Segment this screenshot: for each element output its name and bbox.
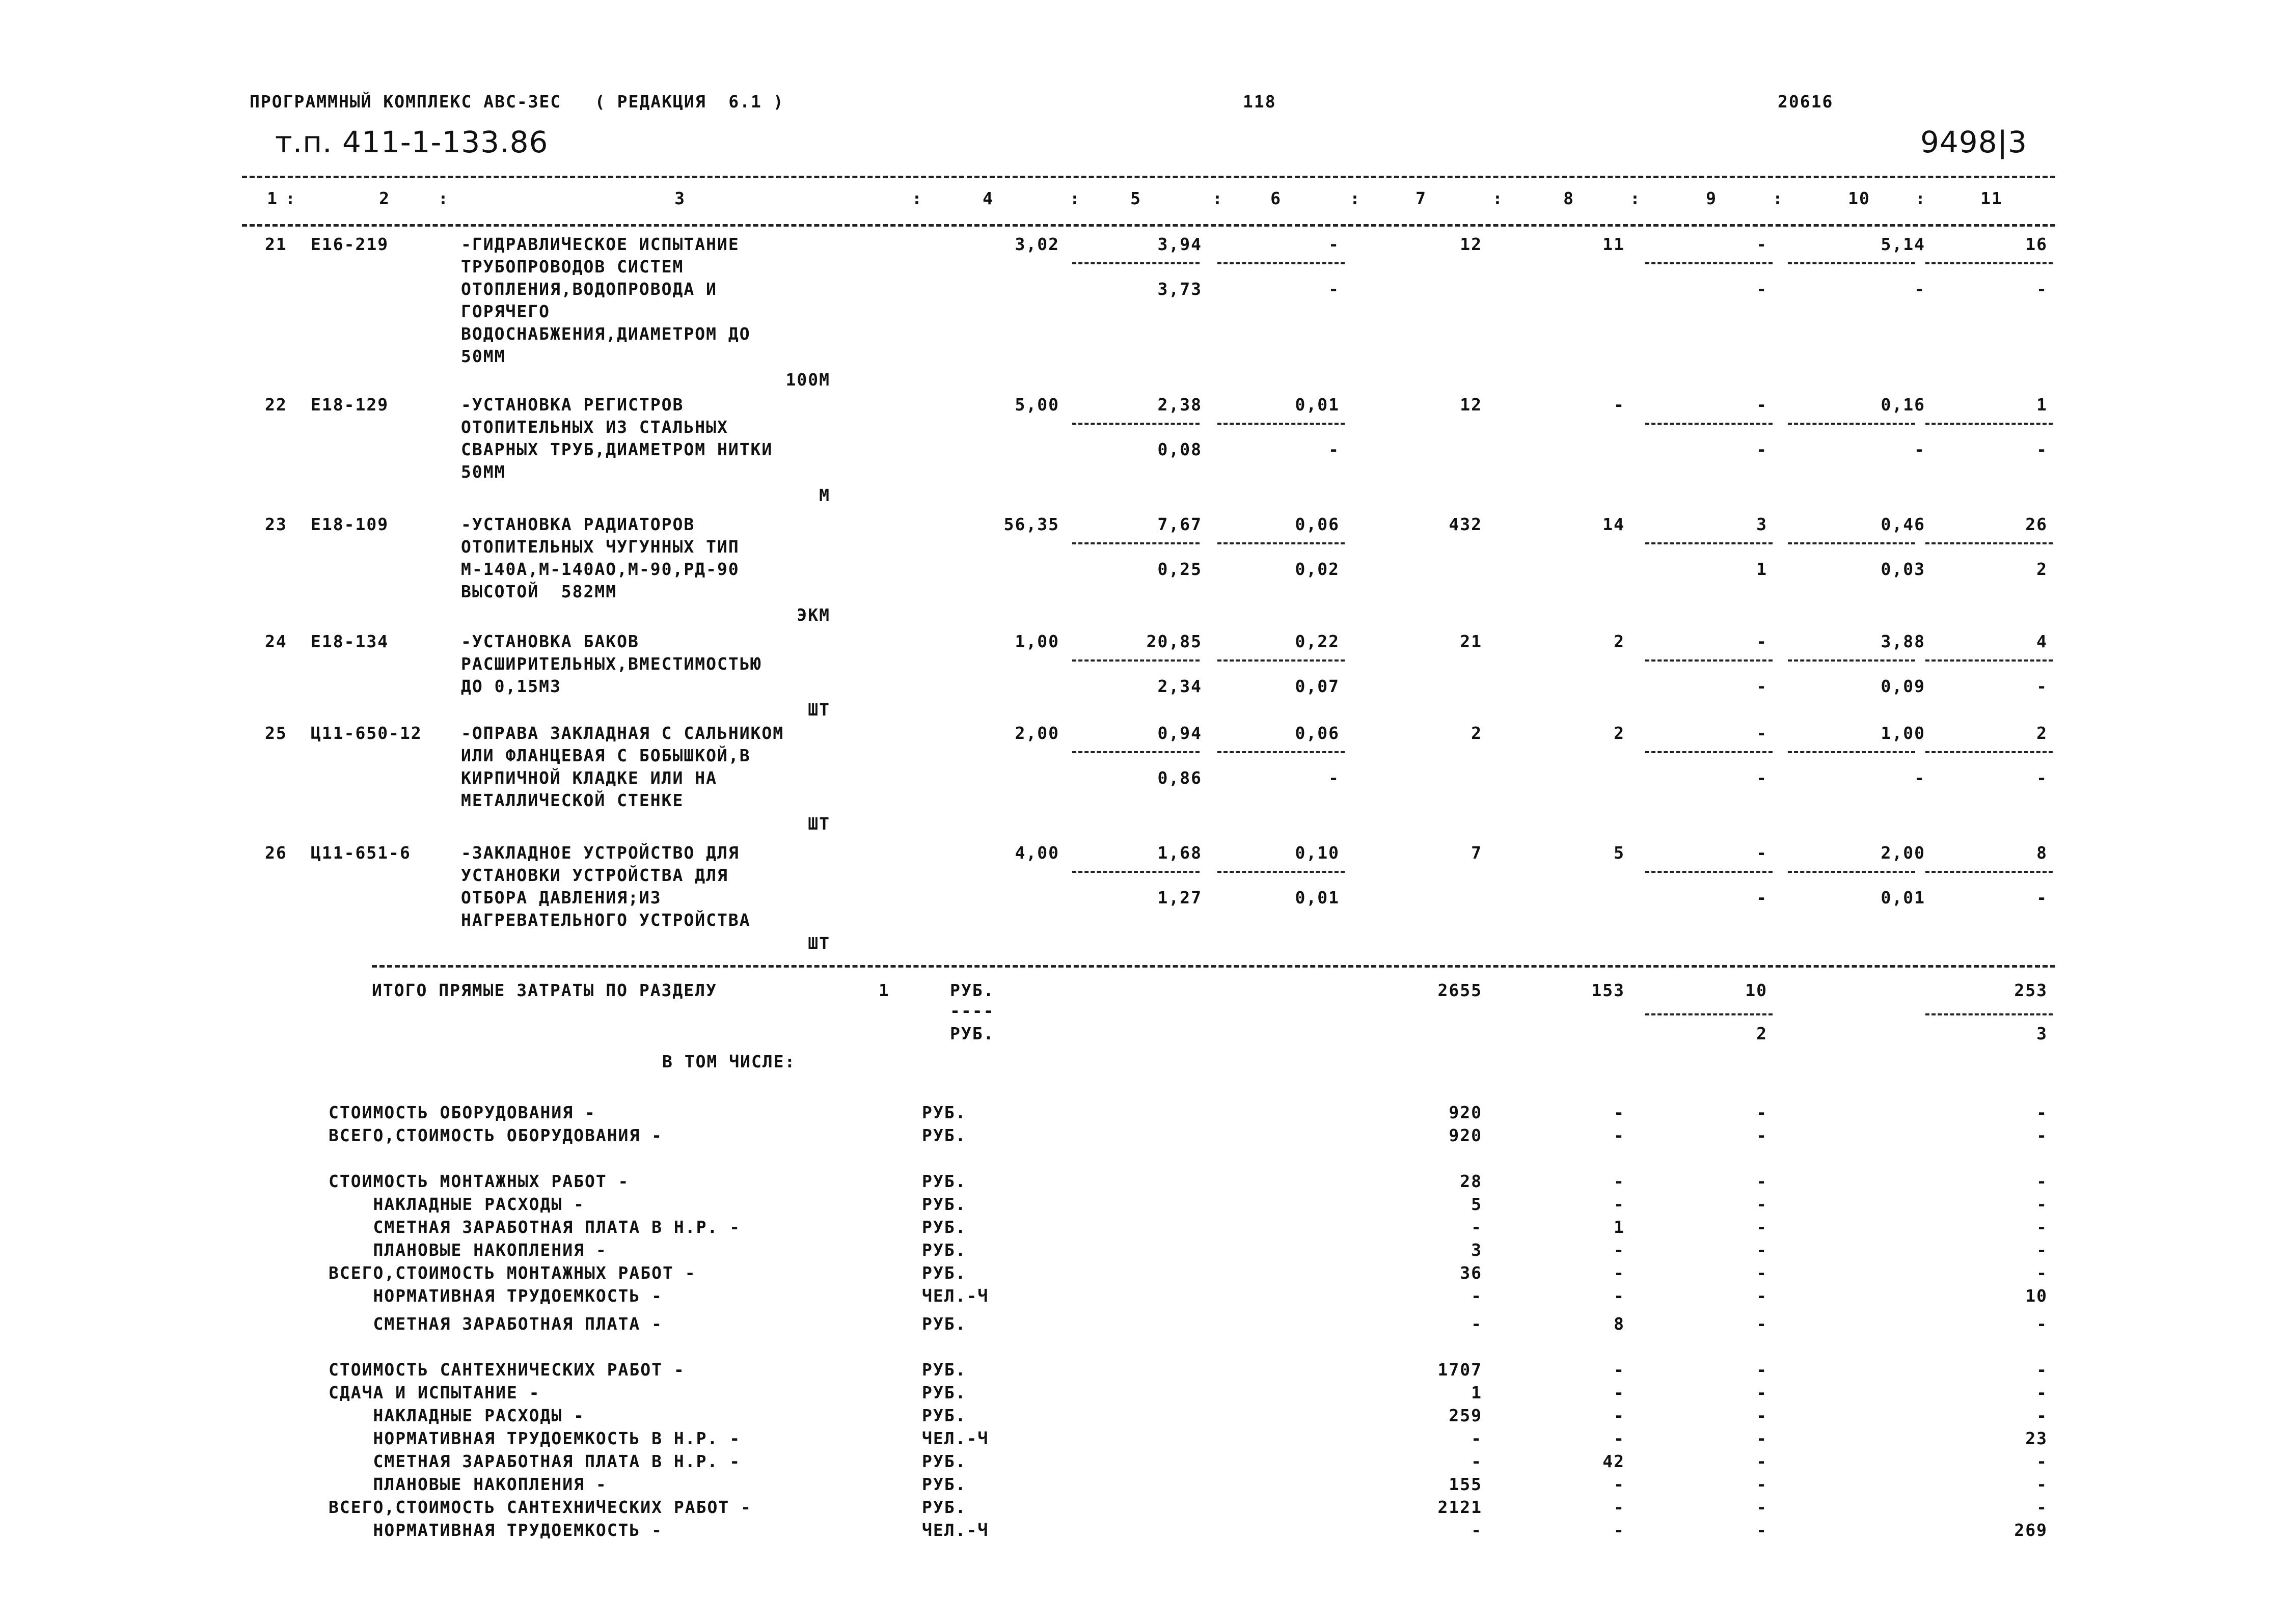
row-c5-sub: 2,34: [1157, 676, 1202, 696]
row-c7: 21: [1460, 631, 1482, 651]
summary-label: НОРМАТИВНАЯ ТРУДОЕМКОСТЬ В Н.Р. -: [329, 1428, 741, 1448]
row-c5-sub: 0,86: [1157, 768, 1202, 788]
summary-label: СДАЧА И ИСПЫТАНИЕ -: [329, 1383, 540, 1402]
summary-c9: -: [1756, 1474, 1767, 1494]
row-c9-sub: -: [1756, 279, 1767, 299]
cell-subrule: [1645, 262, 1773, 264]
cell-subrule: [1788, 659, 1915, 662]
column-header-4: 4: [983, 188, 994, 208]
totals-rule: [372, 965, 2055, 968]
summary-label: ВСЕГО,СТОИМОСТЬ МОНТАЖНЫХ РАБОТ -: [329, 1263, 696, 1283]
summary-c11: -: [2036, 1314, 2048, 1334]
row-code: Е16-219: [311, 234, 389, 254]
summary-unit: ЧЕЛ.-Ч: [922, 1286, 989, 1306]
summary-c11: -: [2036, 1240, 2048, 1260]
cell-subrule: [1788, 751, 1915, 753]
row-c4: 4,00: [1015, 843, 1059, 863]
totals-c11-rule: [1925, 1013, 2053, 1015]
cell-subrule: [1788, 871, 1915, 873]
row-c10-sub: -: [1914, 439, 1925, 459]
summary-label: СТОИМОСТЬ ОБОРУДОВАНИЯ -: [329, 1103, 596, 1122]
summary-c7: -: [1471, 1428, 1482, 1448]
row-description-line: ГОРЯЧЕГО: [461, 301, 550, 321]
row-c10-sub: 0,01: [1881, 888, 1925, 907]
row-description-line: ДО 0,15М3: [461, 676, 561, 696]
row-c11-sub: -: [2036, 279, 2048, 299]
row-description-line: МЕТАЛЛИЧЕСКОЙ СТЕНКЕ: [461, 790, 684, 810]
summary-label: НОРМАТИВНАЯ ТРУДОЕМКОСТЬ -: [329, 1286, 663, 1306]
row-c8: 2: [1614, 631, 1625, 651]
column-separator: :: [438, 188, 449, 208]
cell-subrule: [1645, 423, 1773, 425]
row-c11-sub: -: [2036, 439, 2048, 459]
summary-c7: 259: [1449, 1406, 1482, 1425]
cell-subrule: [1217, 542, 1345, 544]
summary-c7: -: [1471, 1286, 1482, 1306]
row-description-line: ВОДОСНАБЖЕНИЯ,ДИАМЕТРОМ ДО: [461, 324, 751, 344]
summary-label: СТОИМОСТЬ МОНТАЖНЫХ РАБОТ -: [329, 1171, 630, 1191]
row-description-line: -УСТАНОВКА РАДИАТОРОВ: [461, 514, 695, 534]
row-c8: 14: [1602, 514, 1625, 534]
summary-c7: -: [1471, 1451, 1482, 1471]
summary-c11: -: [2036, 1360, 2048, 1380]
summary-c9: -: [1756, 1520, 1767, 1540]
row-c10: 0,46: [1881, 514, 1925, 534]
header-bottom-rule: [242, 224, 2055, 227]
row-c10-sub: 0,09: [1881, 676, 1925, 696]
cell-subrule: [1925, 423, 2053, 425]
summary-c7: -: [1471, 1217, 1482, 1237]
row-c7: 2: [1471, 723, 1482, 743]
row-c6-sub: -: [1328, 279, 1340, 299]
cell-subrule: [1072, 423, 1200, 425]
totals-c7: 2655: [1437, 980, 1482, 1000]
summary-c7: 1: [1471, 1383, 1482, 1402]
row-c6-sub: -: [1328, 439, 1340, 459]
totals-sub-unit: ----: [950, 1001, 995, 1021]
summary-c8: -: [1614, 1406, 1625, 1425]
row-code: Е18-134: [311, 631, 389, 651]
row-description-line: НАГРЕВАТЕЛЬНОГО УСТРОЙСТВА: [461, 910, 751, 930]
summary-unit: РУБ.: [922, 1474, 967, 1494]
row-unit: ШТ: [808, 933, 830, 953]
row-c6-sub: -: [1328, 768, 1340, 788]
cell-subrule: [1925, 659, 2053, 662]
row-c8: 5: [1614, 843, 1625, 863]
row-c9: -: [1756, 234, 1767, 254]
row-c7: 432: [1449, 514, 1482, 534]
summary-c11: -: [2036, 1217, 2048, 1237]
row-unit: ШТ: [808, 814, 830, 834]
summary-c9: -: [1756, 1406, 1767, 1425]
row-c9-sub: -: [1756, 888, 1767, 907]
row-description-line: -ГИДРАВЛИЧЕСКОЕ ИСПЫТАНИЕ: [461, 234, 740, 254]
row-c9: -: [1756, 395, 1767, 415]
summary-c9: -: [1756, 1286, 1767, 1306]
column-header-3: 3: [674, 188, 686, 208]
summary-c8: 8: [1614, 1314, 1625, 1334]
row-c7: 12: [1460, 234, 1482, 254]
row-c6: 0,06: [1295, 723, 1340, 743]
summary-c8: -: [1614, 1286, 1625, 1306]
column-header-11: 11: [1980, 188, 2003, 208]
summary-c11: -: [2036, 1125, 2048, 1145]
row-number: 21: [265, 234, 287, 254]
row-description-line: РАСШИРИТЕЛЬНЫХ,ВМЕСТИМОСТЬЮ: [461, 654, 762, 674]
row-c5-sub: 0,25: [1157, 559, 1202, 579]
row-c5-sub: 1,27: [1157, 888, 1202, 907]
summary-c9: -: [1756, 1217, 1767, 1237]
totals-c11b: 3: [2036, 1024, 2048, 1043]
summary-c11: -: [2036, 1263, 2048, 1283]
row-c9-sub: -: [1756, 768, 1767, 788]
totals-label: ИТОГО ПРЯМЫЕ ЗАТРАТЫ ПО РАЗДЕЛУ: [372, 980, 717, 1000]
row-number: 24: [265, 631, 287, 651]
row-description-line: ОТОПЛЕНИЯ,ВОДОПРОВОДА И: [461, 279, 717, 299]
totals-unit-2: РУБ.: [950, 1024, 995, 1043]
summary-c9: -: [1756, 1428, 1767, 1448]
cell-subrule: [1217, 871, 1345, 873]
cell-subrule: [1925, 871, 2053, 873]
summary-unit: РУБ.: [922, 1360, 967, 1380]
column-header-5: 5: [1130, 188, 1141, 208]
totals-unit: РУБ.: [950, 980, 995, 1000]
column-separator: :: [1630, 188, 1641, 208]
row-description-line: СВАРНЫХ ТРУБ,ДИАМЕТРОМ НИТКИ: [461, 439, 773, 459]
row-unit: 100М: [785, 370, 830, 390]
cell-subrule: [1645, 751, 1773, 753]
row-code: Е18-109: [311, 514, 389, 534]
summary-c8: -: [1614, 1497, 1625, 1517]
summary-c8: -: [1614, 1383, 1625, 1402]
row-c7: 7: [1471, 843, 1482, 863]
summary-c9: -: [1756, 1360, 1767, 1380]
row-c4: 56,35: [1003, 514, 1059, 534]
row-description-line: 50ММ: [461, 462, 506, 482]
summary-label: НАКЛАДНЫЕ РАСХОДЫ -: [329, 1406, 585, 1425]
row-c6: 0,22: [1295, 631, 1340, 651]
column-header-8: 8: [1563, 188, 1574, 208]
summary-c7: 3: [1471, 1240, 1482, 1260]
row-c11-sub: -: [2036, 888, 2048, 907]
row-c5: 3,94: [1157, 234, 1202, 254]
row-c9: -: [1756, 843, 1767, 863]
summary-unit: РУБ.: [922, 1497, 967, 1517]
summary-c8: -: [1614, 1125, 1625, 1145]
column-header-2: 2: [379, 188, 390, 208]
row-c4: 5,00: [1015, 395, 1059, 415]
column-header-6: 6: [1270, 188, 1282, 208]
summary-unit: РУБ.: [922, 1263, 967, 1283]
summary-label: ПЛАНОВЫЕ НАКОПЛЕНИЯ -: [329, 1474, 607, 1494]
summary-label: ПЛАНОВЫЕ НАКОПЛЕНИЯ -: [329, 1240, 607, 1260]
row-c11: 2: [2036, 723, 2048, 743]
column-separator: :: [1070, 188, 1081, 208]
cell-subrule: [1072, 542, 1200, 544]
cell-subrule: [1925, 262, 2053, 264]
cell-subrule: [1645, 542, 1773, 544]
row-description-line: УСТАНОВКИ УСТРОЙСТВА ДЛЯ: [461, 865, 728, 885]
cell-subrule: [1788, 423, 1915, 425]
cell-subrule: [1788, 542, 1915, 544]
summary-unit: ЧЕЛ.-Ч: [922, 1428, 989, 1448]
summary-c8: 1: [1614, 1217, 1625, 1237]
column-separator: :: [1915, 188, 1926, 208]
summary-c11: -: [2036, 1406, 2048, 1425]
row-c8: 11: [1602, 234, 1625, 254]
row-c9-sub: -: [1756, 676, 1767, 696]
document-code: 20616: [1778, 92, 1834, 112]
column-header-10: 10: [1848, 188, 1870, 208]
handwritten-sheet-ref: 9498|3: [1920, 125, 2028, 159]
summary-c7: -: [1471, 1314, 1482, 1334]
row-c5-sub: 0,08: [1157, 439, 1202, 459]
row-description-line: -УСТАНОВКА РЕГИСТРОВ: [461, 395, 684, 415]
summary-label: НОРМАТИВНАЯ ТРУДОЕМКОСТЬ -: [329, 1520, 663, 1540]
row-unit: ЭКМ: [797, 605, 830, 625]
row-description-line: -УСТАНОВКА БАКОВ: [461, 631, 639, 651]
row-c6: 0,01: [1295, 395, 1340, 415]
column-separator: :: [1350, 188, 1361, 208]
row-c10-sub: -: [1914, 279, 1925, 299]
summary-c7: 920: [1449, 1125, 1482, 1145]
summary-unit: РУБ.: [922, 1451, 967, 1471]
row-description-line: -ЗАКЛАДНОЕ УСТРОЙСТВО ДЛЯ: [461, 843, 740, 863]
row-c10: 0,16: [1881, 395, 1925, 415]
summary-c9: -: [1756, 1171, 1767, 1191]
summary-c7: 1707: [1437, 1360, 1482, 1380]
row-unit: ШТ: [808, 700, 830, 720]
totals-c9: 10: [1745, 980, 1767, 1000]
summary-c9: -: [1756, 1314, 1767, 1334]
summary-unit: ЧЕЛ.-Ч: [922, 1520, 989, 1540]
column-header-9: 9: [1706, 188, 1717, 208]
row-number: 23: [265, 514, 287, 534]
cell-subrule: [1217, 262, 1345, 264]
column-separator: :: [1773, 188, 1784, 208]
cell-subrule: [1072, 871, 1200, 873]
row-unit: М: [819, 485, 830, 505]
summary-label: СМЕТНАЯ ЗАРАБОТНАЯ ПЛАТА В Н.Р. -: [329, 1451, 741, 1471]
header-top-rule: [242, 176, 2055, 178]
summary-unit: РУБ.: [922, 1103, 967, 1122]
row-description-line: -ОПРАВА ЗАКЛАДНАЯ С САЛЬНИКОМ: [461, 723, 784, 743]
summary-c8: -: [1614, 1240, 1625, 1260]
summary-c8: -: [1614, 1263, 1625, 1283]
row-code: Ц11-651-6: [311, 843, 411, 863]
column-separator: :: [285, 188, 296, 208]
summary-c8: -: [1614, 1171, 1625, 1191]
row-description-line: ТРУБОПРОВОДОВ СИСТЕМ: [461, 257, 684, 277]
summary-unit: РУБ.: [922, 1383, 967, 1402]
row-c5: 7,67: [1157, 514, 1202, 534]
summary-c7: 5: [1471, 1194, 1482, 1214]
cell-subrule: [1072, 262, 1200, 264]
row-c5: 2,38: [1157, 395, 1202, 415]
row-c11: 8: [2036, 843, 2048, 863]
summary-c11: -: [2036, 1383, 2048, 1402]
column-separator: :: [912, 188, 923, 208]
row-c11-sub: 2: [2036, 559, 2048, 579]
summary-c9: -: [1756, 1383, 1767, 1402]
row-c6: -: [1328, 234, 1340, 254]
cell-subrule: [1072, 751, 1200, 753]
summary-label: СМЕТНАЯ ЗАРАБОТНАЯ ПЛАТА -: [329, 1314, 663, 1334]
column-separator: :: [1492, 188, 1504, 208]
row-c10: 2,00: [1881, 843, 1925, 863]
summary-c9: -: [1756, 1194, 1767, 1214]
summary-c9: -: [1756, 1497, 1767, 1517]
row-c6: 0,10: [1295, 843, 1340, 863]
row-c9-sub: -: [1756, 439, 1767, 459]
row-c4: 1,00: [1015, 631, 1059, 651]
summary-c7: 2121: [1437, 1497, 1482, 1517]
cell-subrule: [1217, 423, 1345, 425]
column-header-7: 7: [1416, 188, 1427, 208]
row-description-line: ОТБОРА ДАВЛЕНИЯ;ИЗ: [461, 888, 662, 907]
row-code: Ц11-650-12: [311, 723, 422, 743]
program-title: ПРОГРАММНЫЙ КОМПЛЕКС АВС-3ЕС ( РЕДАКЦИЯ 6.1 ): [250, 92, 784, 112]
cell-subrule: [1645, 871, 1773, 873]
summary-c7: -: [1471, 1520, 1482, 1540]
column-header-1: 1: [267, 188, 278, 208]
summary-c7: 155: [1449, 1474, 1482, 1494]
row-c7: 12: [1460, 395, 1482, 415]
row-description-line: ВЫСОТОЙ 582ММ: [461, 582, 617, 601]
row-c10: 1,00: [1881, 723, 1925, 743]
summary-unit: РУБ.: [922, 1171, 967, 1191]
row-c8: 2: [1614, 723, 1625, 743]
summary-c11: -: [2036, 1451, 2048, 1471]
cell-subrule: [1072, 659, 1200, 662]
row-c11-sub: -: [2036, 676, 2048, 696]
summary-c11: 23: [2025, 1428, 2048, 1448]
summary-c11: -: [2036, 1474, 2048, 1494]
handwritten-doc-ref: т.п. 411-1-133.86: [275, 125, 549, 159]
row-description-line: М-140А,М-140АО,М-90,РД-90: [461, 559, 740, 579]
summary-c11: -: [2036, 1171, 2048, 1191]
row-c5: 20,85: [1146, 631, 1202, 651]
summary-unit: РУБ.: [922, 1240, 967, 1260]
row-c6-sub: 0,07: [1295, 676, 1340, 696]
summary-label: НАКЛАДНЫЕ РАСХОДЫ -: [329, 1194, 585, 1214]
summary-c8: -: [1614, 1520, 1625, 1540]
row-c10: 3,88: [1881, 631, 1925, 651]
summary-c8: -: [1614, 1103, 1625, 1122]
including-label: В ТОМ ЧИСЛЕ:: [662, 1052, 796, 1071]
row-c11: 26: [2025, 514, 2048, 534]
summary-c8: -: [1614, 1360, 1625, 1380]
summary-unit: РУБ.: [922, 1217, 967, 1237]
summary-c8: 42: [1602, 1451, 1625, 1471]
summary-c7: 28: [1460, 1171, 1482, 1191]
summary-label: СТОИМОСТЬ САНТЕХНИЧЕСКИХ РАБОТ -: [329, 1360, 685, 1380]
summary-c9: -: [1756, 1451, 1767, 1471]
row-c9-sub: 1: [1756, 559, 1767, 579]
summary-label: ВСЕГО,СТОИМОСТЬ ОБОРУДОВАНИЯ -: [329, 1125, 663, 1145]
summary-c8: -: [1614, 1194, 1625, 1214]
summary-c11: -: [2036, 1194, 2048, 1214]
row-description-line: ИЛИ ФЛАНЦЕВАЯ С БОБЫШКОЙ,В: [461, 746, 751, 765]
summary-c11: 10: [2025, 1286, 2048, 1306]
row-code: Е18-129: [311, 395, 389, 415]
summary-unit: РУБ.: [922, 1314, 967, 1334]
summary-c9: -: [1756, 1263, 1767, 1283]
page-number: 118: [1243, 92, 1276, 112]
cell-subrule: [1217, 751, 1345, 753]
row-c5: 1,68: [1157, 843, 1202, 863]
totals-c8: 153: [1591, 980, 1625, 1000]
row-c10: 5,14: [1881, 234, 1925, 254]
row-c11-sub: -: [2036, 768, 2048, 788]
totals-c9-rule: [1645, 1013, 1773, 1015]
row-c6-sub: 0,02: [1295, 559, 1340, 579]
summary-c11: -: [2036, 1103, 2048, 1122]
column-separator: :: [1212, 188, 1223, 208]
row-c11: 4: [2036, 631, 2048, 651]
cell-subrule: [1217, 659, 1345, 662]
cell-subrule: [1645, 659, 1773, 662]
row-description-line: КИРПИЧНОЙ КЛАДКЕ ИЛИ НА: [461, 768, 717, 788]
cell-subrule: [1925, 751, 2053, 753]
row-c9: -: [1756, 723, 1767, 743]
summary-unit: РУБ.: [922, 1125, 967, 1145]
totals-c9b: 2: [1756, 1024, 1767, 1043]
summary-c9: -: [1756, 1103, 1767, 1122]
summary-c11: 269: [2014, 1520, 2048, 1540]
row-c6-sub: 0,01: [1295, 888, 1340, 907]
summary-c8: -: [1614, 1474, 1625, 1494]
summary-unit: РУБ.: [922, 1194, 967, 1214]
row-description-line: ОТОПИТЕЛЬНЫХ ИЗ СТАЛЬНЫХ: [461, 417, 728, 437]
totals-section: 1: [879, 980, 890, 1000]
summary-label: СМЕТНАЯ ЗАРАБОТНАЯ ПЛАТА В Н.Р. -: [329, 1217, 741, 1237]
row-number: 25: [265, 723, 287, 743]
row-c9: -: [1756, 631, 1767, 651]
summary-c9: -: [1756, 1125, 1767, 1145]
summary-unit: РУБ.: [922, 1406, 967, 1425]
summary-c7: 920: [1449, 1103, 1482, 1122]
row-description-line: 50ММ: [461, 346, 506, 366]
row-c8: -: [1614, 395, 1625, 415]
row-c6: 0,06: [1295, 514, 1340, 534]
summary-c7: 36: [1460, 1263, 1482, 1283]
row-c9: 3: [1756, 514, 1767, 534]
row-number: 26: [265, 843, 287, 863]
row-c4: 3,02: [1015, 234, 1059, 254]
totals-c11: 253: [2014, 980, 2048, 1000]
row-c11: 16: [2025, 234, 2048, 254]
row-c10-sub: 0,03: [1881, 559, 1925, 579]
summary-c11: -: [2036, 1497, 2048, 1517]
summary-c8: -: [1614, 1428, 1625, 1448]
cell-subrule: [1925, 542, 2053, 544]
cell-subrule: [1788, 262, 1915, 264]
row-number: 22: [265, 395, 287, 415]
summary-c9: -: [1756, 1240, 1767, 1260]
row-description-line: ОТОПИТЕЛЬНЫХ ЧУГУННЫХ ТИП: [461, 537, 740, 557]
row-c10-sub: -: [1914, 768, 1925, 788]
row-c5: 0,94: [1157, 723, 1202, 743]
row-c4: 2,00: [1015, 723, 1059, 743]
summary-label: ВСЕГО,СТОИМОСТЬ САНТЕХНИЧЕСКИХ РАБОТ -: [329, 1497, 752, 1517]
row-c11: 1: [2036, 395, 2048, 415]
row-c5-sub: 3,73: [1157, 279, 1202, 299]
